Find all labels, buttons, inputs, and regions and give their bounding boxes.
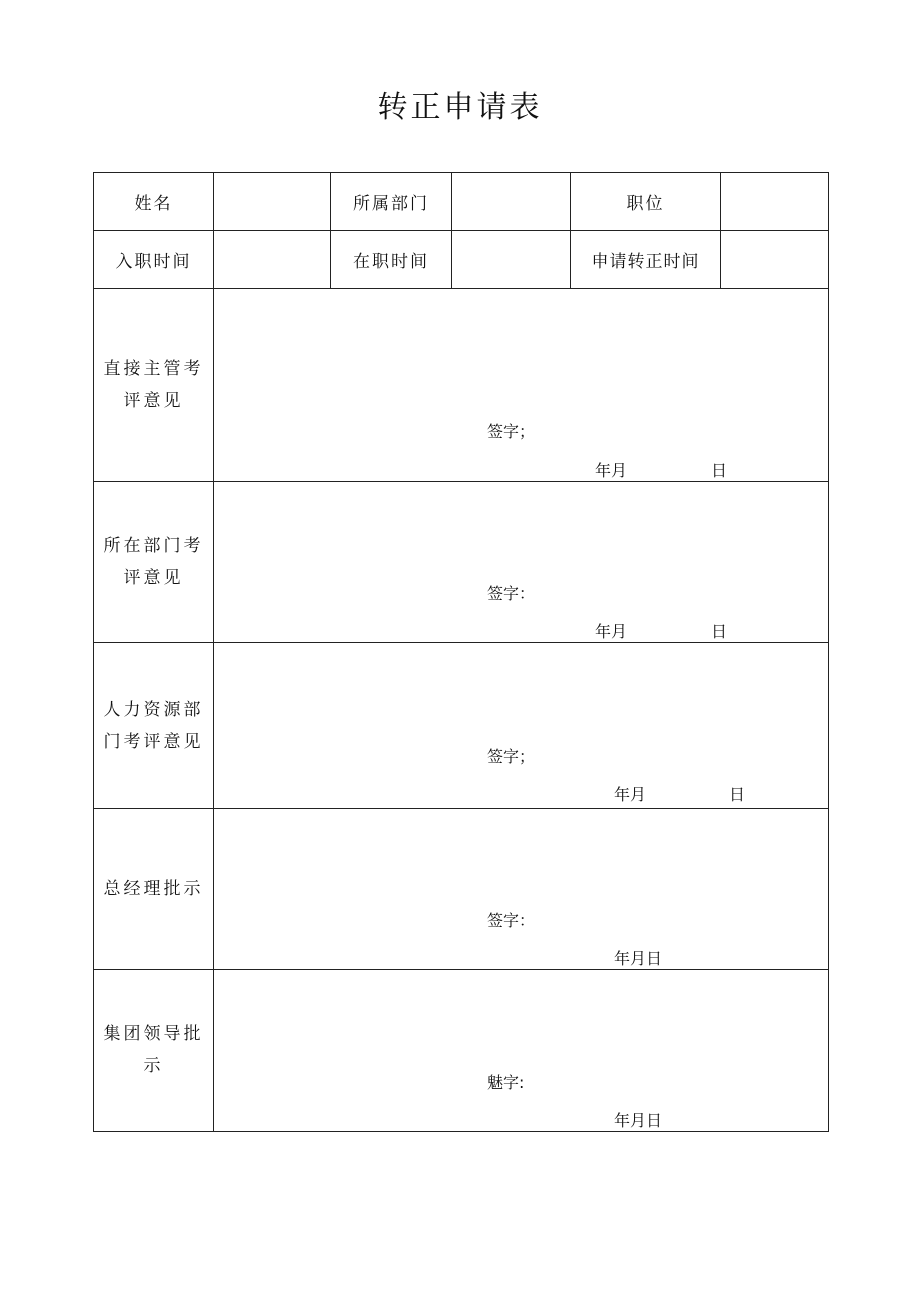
- department-field[interactable]: [452, 173, 571, 231]
- date-year-month: 年月: [595, 622, 628, 642]
- application-form-table: [93, 172, 829, 1132]
- supervisor-review-label: 直接主管考评意见: [94, 289, 214, 482]
- general-manager-row: [94, 808, 829, 969]
- name-field[interactable]: [214, 173, 331, 231]
- date-full: 年月日: [614, 1110, 663, 1130]
- signature-label: 签字：: [487, 584, 536, 604]
- date-day: 日: [711, 622, 728, 642]
- supervisor-review-row: [94, 289, 829, 482]
- general-manager-label: 总经理批示: [94, 808, 214, 969]
- date-year-month: 年月: [614, 785, 647, 805]
- supervisor-review-field[interactable]: [214, 289, 829, 482]
- name-label: 姓名: [94, 173, 214, 231]
- signature-label: 魅字:: [487, 1072, 525, 1092]
- position-label: 职位: [571, 173, 721, 231]
- apply-date-field[interactable]: [721, 231, 829, 289]
- apply-date-label: 申请转正时间: [571, 231, 721, 289]
- date-full: 年月日: [614, 948, 663, 968]
- department-label: 所属部门: [331, 173, 452, 231]
- position-field[interactable]: [721, 173, 829, 231]
- signature-label: 签字；: [487, 747, 536, 767]
- hire-date-label: 入职时间: [94, 231, 214, 289]
- date-day: 日: [711, 461, 728, 481]
- hire-date-field[interactable]: [214, 231, 331, 289]
- basic-info-row-2: [94, 231, 829, 289]
- department-review-label: 所在部门考评意见: [94, 482, 214, 643]
- hr-review-field[interactable]: [214, 643, 829, 808]
- tenure-label: 在职时间: [331, 231, 452, 289]
- tenure-field[interactable]: [452, 231, 571, 289]
- group-leader-label: 集团领导批示: [94, 969, 214, 1131]
- group-leader-row: [94, 969, 829, 1131]
- date-year-month: 年月: [595, 461, 628, 481]
- department-review-field[interactable]: [214, 482, 829, 643]
- date-day: 日: [729, 785, 746, 805]
- signature-label: 签字：: [487, 910, 536, 930]
- basic-info-row-1: [94, 173, 829, 231]
- department-review-row: [94, 482, 829, 643]
- signature-label: 签字；: [487, 422, 536, 442]
- general-manager-field[interactable]: [214, 808, 829, 969]
- group-leader-field[interactable]: [214, 969, 829, 1131]
- hr-review-row: [94, 643, 829, 808]
- hr-review-label: 人力资源部门考评意见: [94, 643, 214, 808]
- page-title: 转正申请表: [377, 90, 543, 125]
